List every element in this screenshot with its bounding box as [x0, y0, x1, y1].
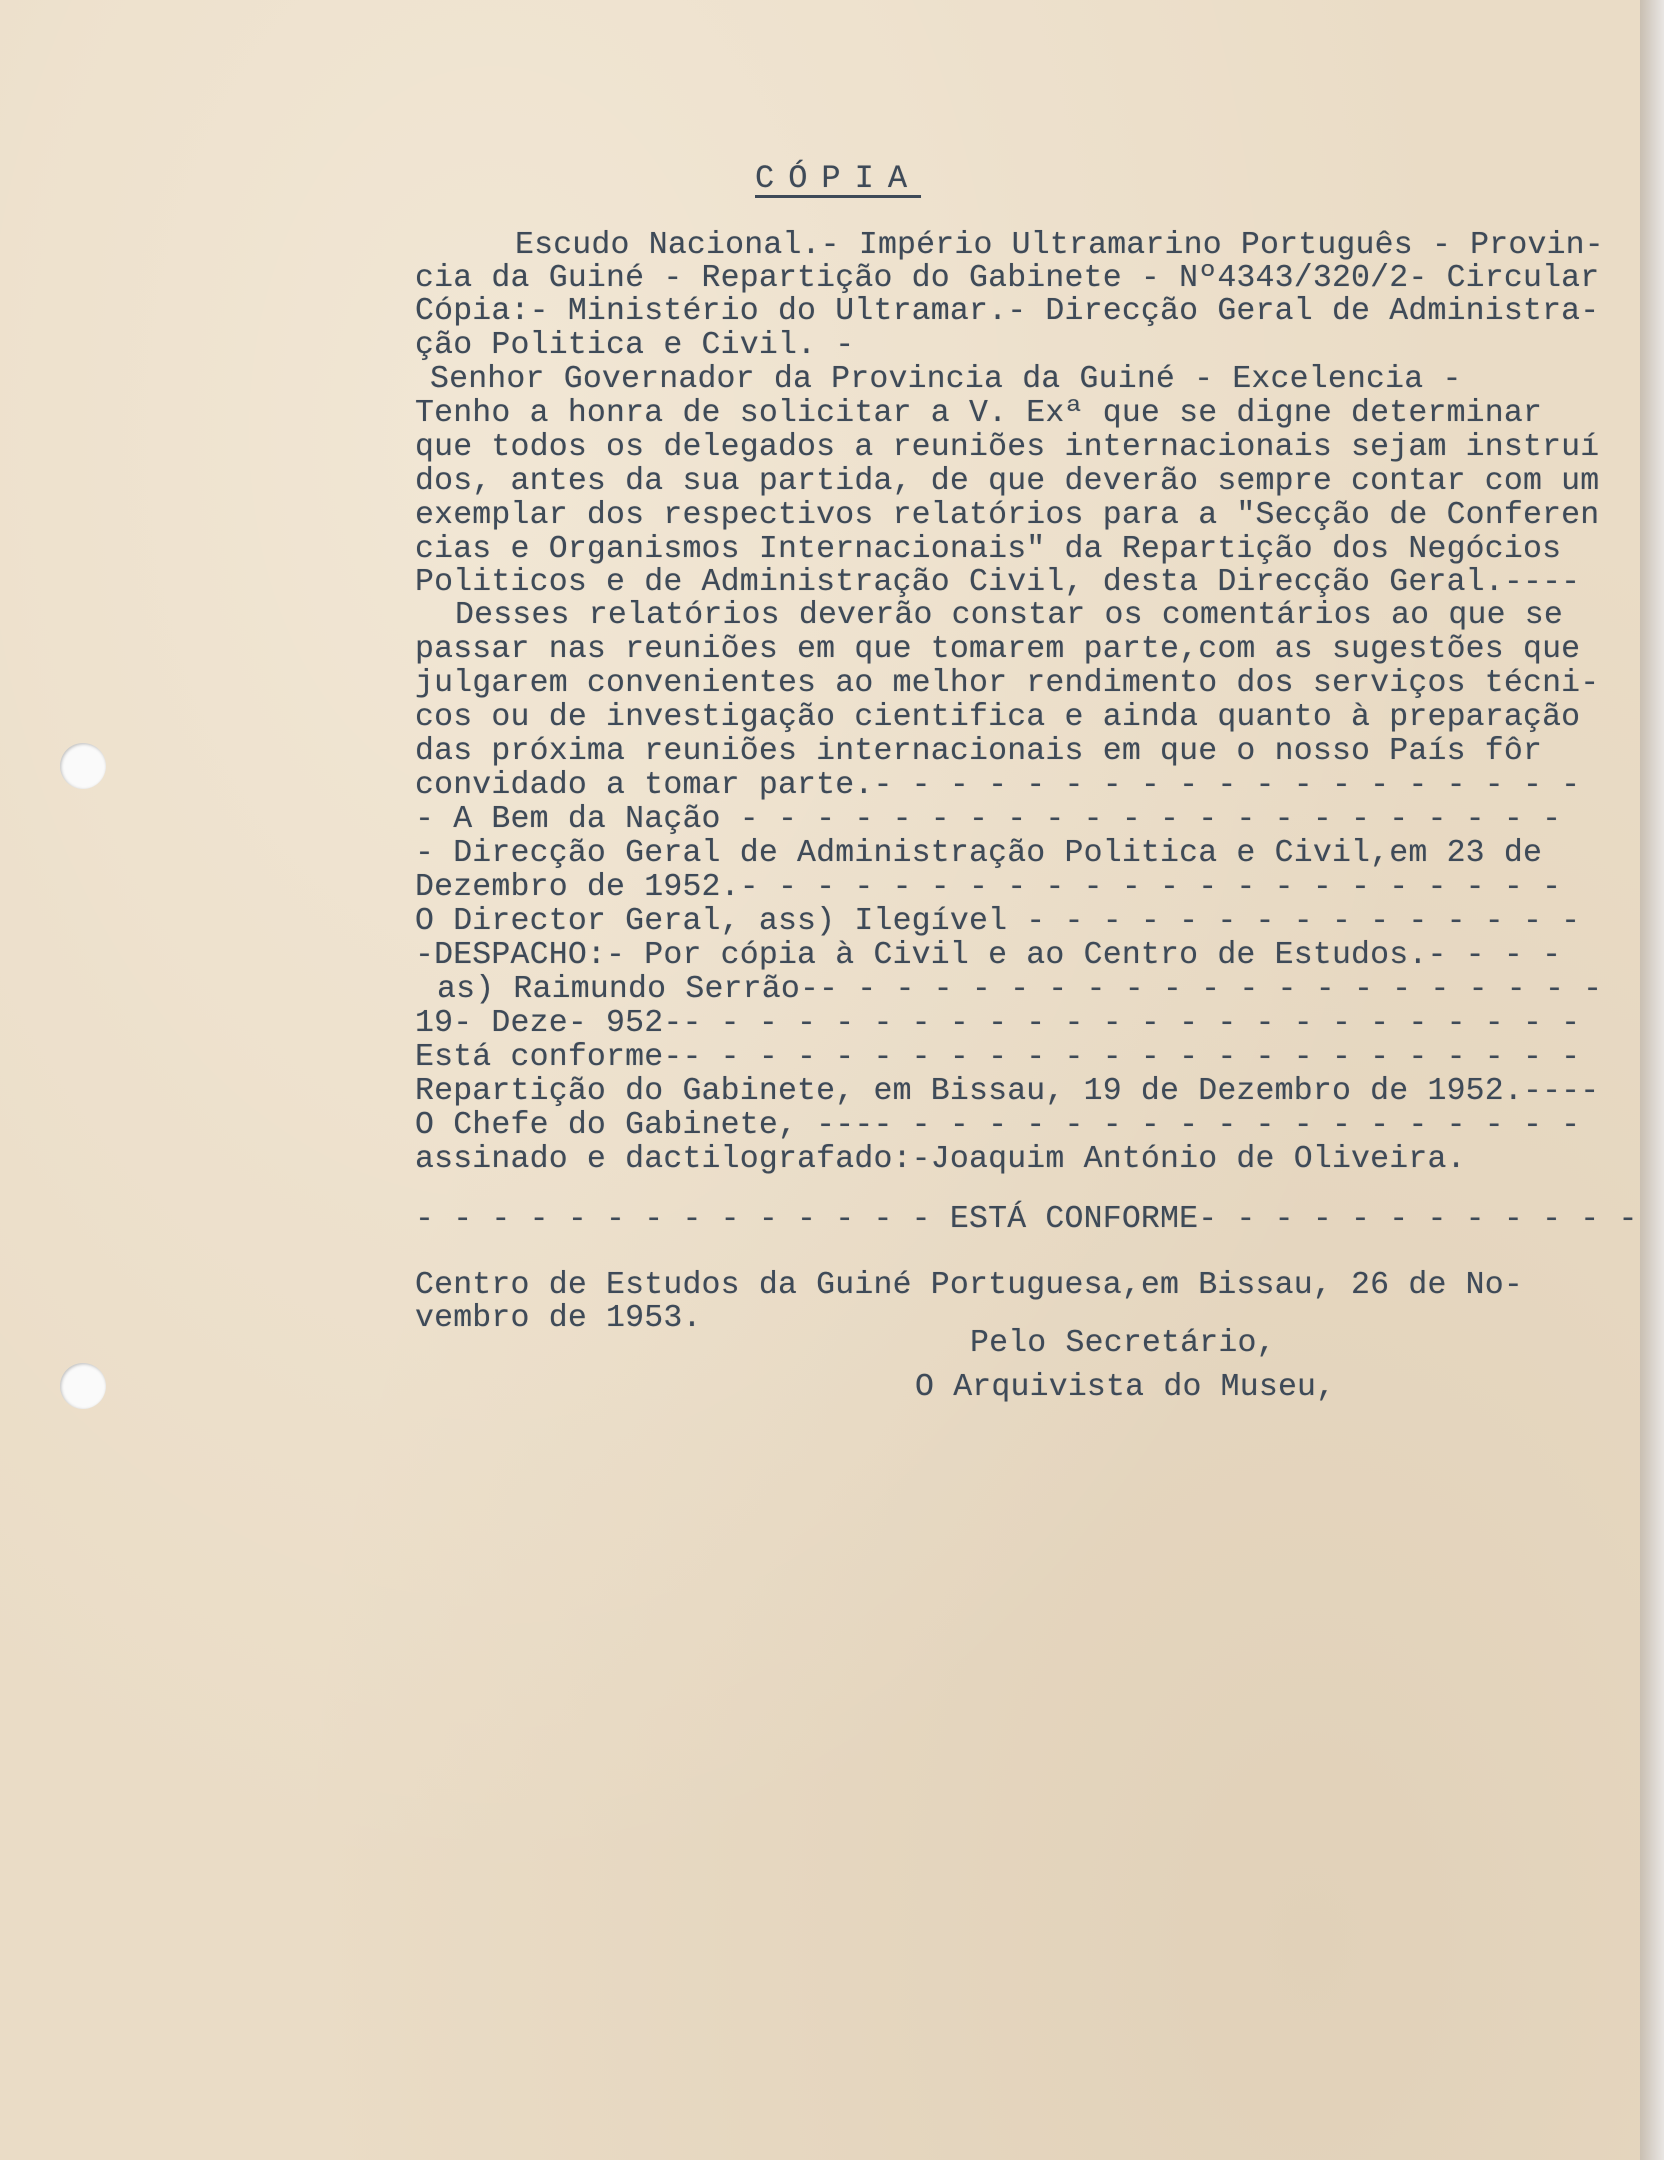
- signature-line: O Arquivista do Museu,: [915, 1370, 1336, 1405]
- punch-hole-top: [60, 743, 106, 789]
- text-line: - Direcção Geral de Administração Politica e Civil,em 23 de: [415, 836, 1543, 871]
- text-line: 19- Deze- 952-- - - - - - - - - - - - - - - - - - - - - - - -: [415, 1006, 1581, 1041]
- text-line: Cópia:- Ministério do Ultramar.- Direcção Geral de Administra-: [415, 294, 1600, 329]
- text-line: convidado a tomar parte.- - - - - - - - - - - - - - - - - - -: [415, 768, 1581, 803]
- text-line: -DESPACHO:- Por cópia à Civil e ao Centro de Estudos.- - - -: [415, 938, 1562, 973]
- text-line: julgarem convenientes ao melhor rendimento dos serviços técni-: [415, 666, 1600, 701]
- text-line: Escudo Nacional.- Império Ultramarino Português - Provin-: [515, 228, 1604, 263]
- text-line: O Director Geral, ass) Ilegível - - - - - - - - - - - - - - -: [415, 904, 1581, 939]
- conforme-line: - - - - - - - - - - - - - - ESTÁ CONFORME- - - - - - - - - - - -: [415, 1202, 1638, 1237]
- text-line: exemplar dos respectivos relatórios para a "Secção de Conferen: [415, 498, 1600, 533]
- signature-line: Pelo Secretário,: [970, 1326, 1276, 1361]
- text-line: passar nas reuniões em que tomarem parte,com as sugestões que: [415, 632, 1581, 667]
- text-line: cia da Guiné - Repartição do Gabinete - Nº4343/320/2- Circular: [415, 261, 1600, 296]
- text-line: Dezembro de 1952.- - - - - - - - - - - - - - - - - - - - - -: [415, 870, 1562, 905]
- text-line: Senhor Governador da Provincia da Guiné - Excelencia -: [430, 362, 1462, 397]
- text-line: Está conforme-- - - - - - - - - - - - - - - - - - - - - - - -: [415, 1040, 1581, 1075]
- punch-hole-bottom: [60, 1363, 106, 1409]
- document-title: CÓPIA: [755, 160, 922, 197]
- text-line: que todos os delegados a reuniões internacionais sejam instruí: [415, 430, 1600, 465]
- text-line: ção Politica e Civil. -: [415, 328, 855, 363]
- text-line: cos ou de investigação cientifica e ainda quanto à preparação: [415, 700, 1581, 735]
- text-line: Politicos e de Administração Civil, desta Direcção Geral.----: [415, 565, 1581, 600]
- text-line: cias e Organismos Internacionais" da Repartição dos Negócios: [415, 532, 1562, 567]
- text-line: Desses relatórios deverão constar os comentários ao que se: [455, 598, 1563, 633]
- text-line: dos, antes da sua partida, de que deverão sempre contar com um: [415, 464, 1600, 499]
- text-line: Tenho a honra de solicitar a V. Exª que se digne determinar: [415, 396, 1543, 431]
- text-line: O Chefe do Gabinete, ---- - - - - - - - - - - - - - - - - - -: [415, 1108, 1581, 1143]
- text-line: as) Raimundo Serrão-- - - - - - - - - - - - - - - - - - - - -: [437, 972, 1603, 1007]
- text-line: assinado e dactilografado:-Joaquim António de Oliveira.: [415, 1142, 1466, 1177]
- page-edge: [1640, 0, 1664, 2160]
- text-line: Repartição do Gabinete, em Bissau, 19 de Dezembro de 1952.----: [415, 1074, 1600, 1109]
- text-line: - A Bem da Nação - - - - - - - - - - - - - - - - - - - - - -: [415, 802, 1562, 837]
- closing-line: vembro de 1953.: [415, 1301, 702, 1336]
- text-line: das próxima reuniões internacionais em que o nosso País fôr: [415, 734, 1543, 769]
- closing-line: Centro de Estudos da Guiné Portuguesa,em Bissau, 26 de No-: [415, 1268, 1523, 1303]
